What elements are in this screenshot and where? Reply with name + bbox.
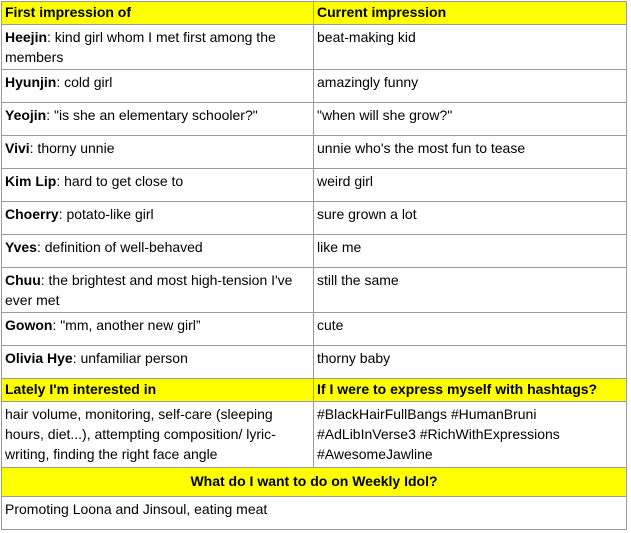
first-impression-text: : potato-like girl — [58, 206, 154, 222]
current-impression-cell: "when will she grow?" — [314, 103, 627, 136]
first-impression-cell — [2, 313, 314, 346]
current-impression-cell: like me — [314, 235, 627, 268]
interests-header-row — [2, 379, 627, 402]
table-row — [2, 268, 627, 313]
table-row — [2, 25, 627, 70]
current-impression-cell: amazingly funny — [314, 70, 627, 103]
first-impression-cell — [2, 136, 314, 169]
interests-row — [2, 402, 627, 468]
first-impression-cell — [2, 346, 314, 379]
first-impression-text: : unfamiliar person — [72, 350, 188, 366]
member-name: Hyunjin — [5, 74, 57, 90]
table-row — [2, 313, 627, 346]
profile-table — [1, 1, 627, 530]
first-impression-text: : "mm, another new girl” — [52, 317, 201, 333]
table-row — [2, 169, 627, 202]
table-row — [2, 136, 627, 169]
current-impression-cell: sure grown a lot — [314, 202, 627, 235]
interests-cell: hair volume, monitoring, self-care (sleeping hours, diet...), attempting composition/ lyric-writing, finding the right face angle — [2, 402, 314, 468]
first-impression-text: : hard to get close to — [56, 173, 184, 189]
current-impression-cell: beat-making kid — [314, 25, 627, 70]
member-name: Yeojin — [5, 107, 47, 123]
first-impression-cell — [2, 268, 314, 313]
first-impression-cell — [2, 235, 314, 268]
first-impression-header: First impression of — [2, 2, 314, 25]
member-name: Kim Lip — [5, 173, 57, 189]
table-row — [2, 70, 627, 103]
current-impression-cell: cute — [314, 313, 627, 346]
first-impression-cell — [2, 202, 314, 235]
member-name: Gowon — [5, 317, 53, 333]
first-impression-text: : kind girl whom I met first among the members — [5, 29, 276, 65]
first-impression-cell — [2, 103, 314, 136]
current-impression-header: Current impression — [314, 2, 627, 25]
table-row — [2, 202, 627, 235]
current-impression-cell: thorny baby — [314, 346, 627, 379]
first-impression-cell — [2, 70, 314, 103]
member-name: Chuu — [5, 272, 41, 288]
first-impression-text: : thorny unnie — [29, 140, 115, 156]
first-impression-text: : "is she an elementary schooler?" — [46, 107, 258, 123]
first-impression-text: : definition of well-behaved — [36, 239, 203, 255]
member-name: Olivia Hye — [5, 350, 73, 366]
first-impression-cell — [2, 25, 314, 70]
table-row — [2, 103, 627, 136]
table-row — [2, 235, 627, 268]
first-impression-text: : cold girl — [56, 74, 113, 90]
weekly-idol-header-row — [2, 468, 627, 497]
member-name: Heejin — [5, 29, 48, 45]
member-name: Yves — [5, 239, 37, 255]
weekly-idol-row — [2, 497, 627, 530]
current-impression-cell: still the same — [314, 268, 627, 313]
weekly-idol-header: What do I want to do on Weekly Idol? — [2, 468, 627, 497]
hashtags-header: If I were to express myself with hashtags? — [314, 379, 627, 402]
member-name: Choerry — [5, 206, 59, 222]
current-impression-cell: weird girl — [314, 169, 627, 202]
hashtags-cell: #BlackHairFullBangs #HumanBruni #AdLibInVerse3 #RichWithExpressions #AwesomeJawline — [314, 402, 627, 468]
current-impression-cell: unnie who's the most fun to tease — [314, 136, 627, 169]
weekly-idol-answer: Promoting Loona and Jinsoul, eating meat — [2, 497, 627, 530]
member-name: Vivi — [5, 140, 30, 156]
first-impression-text: : the brightest and most high-tension I've ever met — [5, 272, 293, 308]
impressions-header-row — [2, 2, 627, 25]
interests-header: Lately I'm interested in — [2, 379, 314, 402]
table-row — [2, 346, 627, 379]
first-impression-cell — [2, 169, 314, 202]
